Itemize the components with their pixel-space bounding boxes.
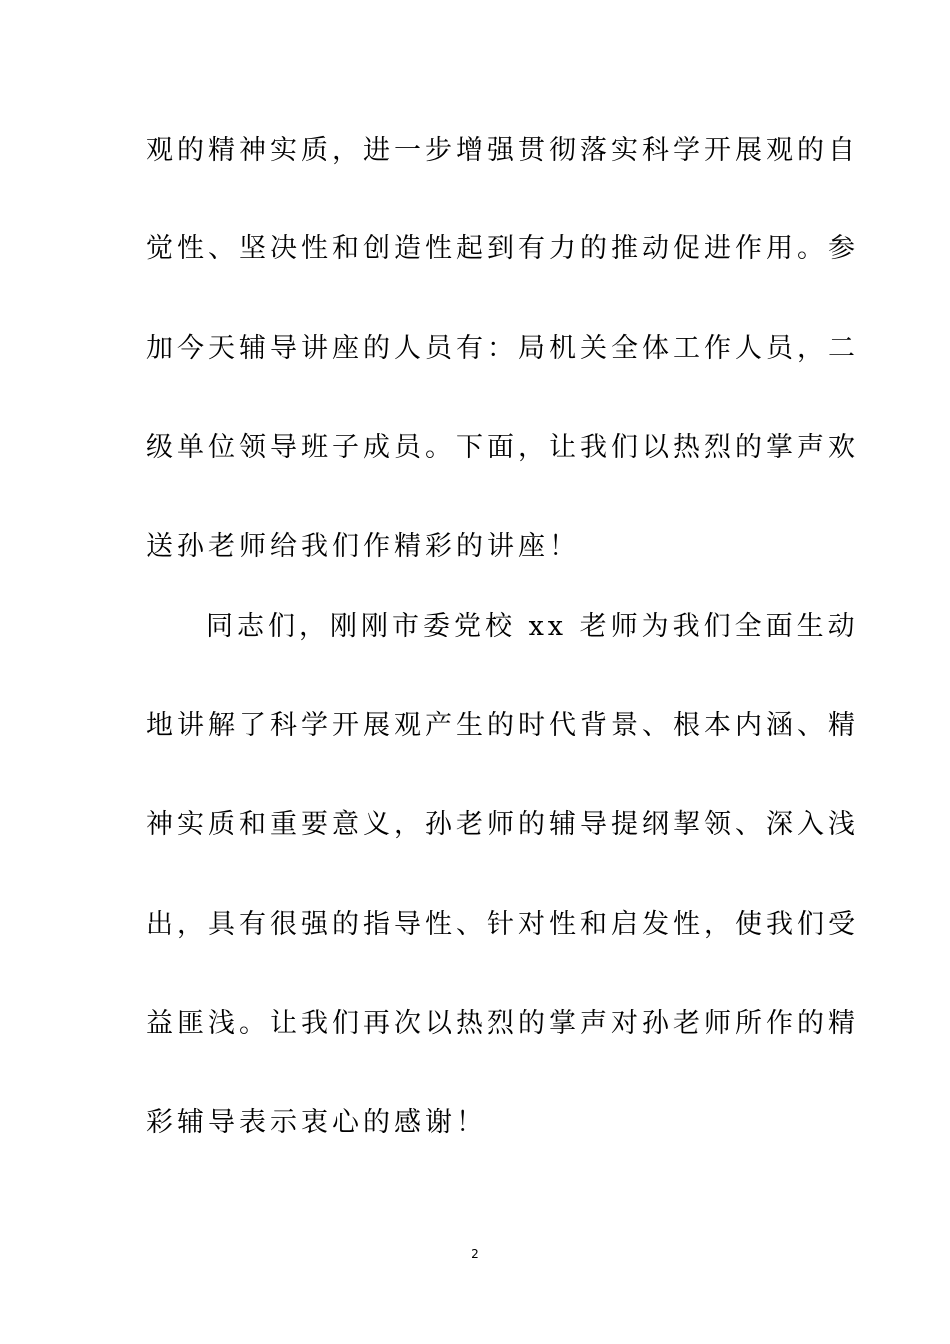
paragraph-start-line: 同志们，刚刚市委党校 xx 老师为我们全面生动	[206, 611, 859, 642]
page-number: 2	[471, 1247, 479, 1261]
text-line: 彩辅导表示衷心的感谢！	[146, 1107, 487, 1138]
text-line: 出，具有很强的指导性、针对性和启发性，使我们受	[146, 909, 859, 940]
text-line: 地讲解了科学开展观产生的时代背景、根本内涵、精	[146, 710, 859, 741]
text-line: 级单位领导班子成员。下面，让我们以热烈的掌声欢	[146, 432, 859, 463]
text-line: 加今天辅导讲座的人员有：局机关全体工作人员，二	[146, 333, 859, 364]
text-line: 益匪浅。让我们再次以热烈的掌声对孙老师所作的精	[146, 1008, 859, 1039]
text-line: 觉性、坚决性和创造性起到有力的推动促进作用。参	[146, 233, 859, 264]
text-line: 观的精神实质，进一步增强贯彻落实科学开展观的自	[146, 135, 859, 166]
text-line: 送孙老师给我们作精彩的讲座！	[146, 531, 580, 562]
text-line: 神实质和重要意义，孙老师的辅导提纲挈领、深入浅	[146, 809, 859, 840]
